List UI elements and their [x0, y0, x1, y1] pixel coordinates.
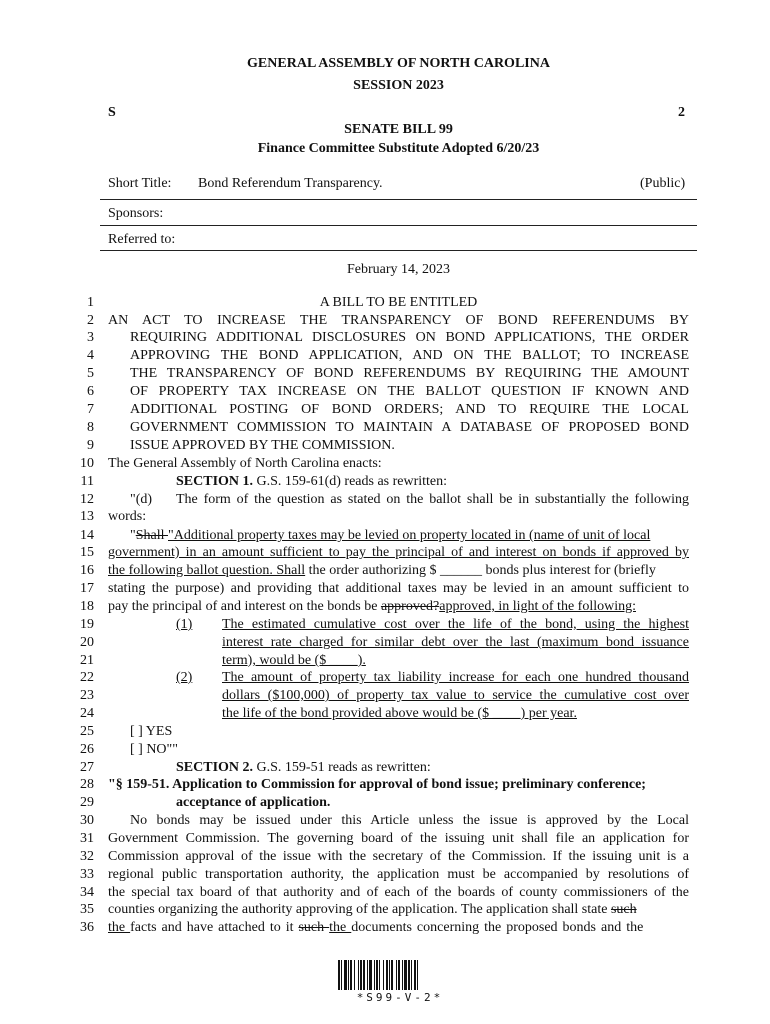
- line-number: 13: [80, 509, 94, 524]
- line-number: 11: [80, 474, 94, 489]
- line-number: 23: [80, 688, 94, 703]
- line-number: 16: [80, 563, 94, 578]
- section-heading: [176, 473, 689, 491]
- act-title-line: APPROVING THE BOND APPLICATION, AND ON THE BALLOT; TO INCREASE: [130, 348, 689, 363]
- line-number: 19: [80, 617, 94, 632]
- original-text: documents concerning the proposed bonds and the: [351, 920, 644, 935]
- act-title-line: ISSUE APPROVED BY THE COMMISSION.: [130, 438, 395, 453]
- original-text: counties organizing the authority approving of the application. The application shall state: [108, 902, 611, 917]
- line-number: 15: [80, 545, 94, 560]
- line-number: 30: [80, 813, 94, 828]
- act-title-line: GOVERNMENT COMMISSION TO MAINTAIN A DATABASE OF PROPOSED BOND: [130, 420, 689, 435]
- statute-text: The form of the question as stated on the ballot shall be in substantially the following: [176, 492, 689, 507]
- original-text: pay the principal of and interest on the bonds be: [108, 599, 381, 614]
- statute-heading: acceptance of application.: [176, 795, 331, 810]
- line-number: 1: [87, 295, 94, 310]
- line-number: 26: [80, 742, 94, 757]
- statute-text: [108, 901, 689, 919]
- session-title: SESSION 2023: [353, 78, 444, 93]
- barcode-icon: [338, 960, 462, 990]
- line-number: 8: [87, 420, 94, 435]
- inserted-text: dollars ($100,000) of property tax value to service the cumulative cost over: [222, 688, 689, 703]
- assembly-title: GENERAL ASSEMBLY OF NORTH CAROLINA: [247, 56, 550, 71]
- chamber-letter: S: [108, 105, 116, 120]
- original-text: the order authorizing $ ______ bonds plus interest for (briefly: [305, 563, 656, 578]
- barcode-text: *S99-V-2*: [356, 991, 444, 1004]
- quote-mark: ": [130, 528, 136, 543]
- divider: [100, 199, 697, 200]
- short-title-value: Bond Referendum Transparency.: [198, 176, 383, 191]
- inserted-text: the: [329, 920, 352, 935]
- inserted-text: the: [108, 920, 131, 935]
- line-number: 3: [87, 330, 94, 345]
- item-number: (1): [176, 617, 193, 632]
- public-label: (Public): [640, 176, 686, 191]
- line-number: 14: [80, 528, 94, 543]
- bill-heading: A BILL TO BE ENTITLED: [319, 295, 478, 310]
- inserted-text: The amount of property tax liability increase for each one hundred thousand: [222, 670, 689, 685]
- deleted-text: such: [610, 902, 637, 917]
- line-number: 21: [80, 653, 94, 668]
- line-number: 22: [80, 670, 94, 685]
- line-number: 32: [80, 849, 94, 864]
- original-text: facts and have attached to it: [130, 920, 299, 935]
- sponsors-label: Sponsors:: [108, 206, 164, 221]
- section-heading: [176, 759, 689, 777]
- edition-number: 2: [678, 105, 685, 120]
- act-title-line: ADDITIONAL POSTING OF BOND ORDERS; AND TO REQUIRE THE LOCAL: [130, 402, 689, 417]
- line-number: 36: [80, 920, 94, 935]
- line-number: 31: [80, 831, 94, 846]
- inserted-text: interest rate charged for similar debt over the last (maximum bond issuance: [222, 635, 689, 650]
- statute-text: stating the purpose) and providing that additional taxes may be levied in an amount sufficient to: [108, 581, 689, 596]
- line-number: 34: [80, 885, 94, 900]
- inserted-text: the life of the bond provided above would be ($ ____) per year.: [222, 706, 577, 721]
- act-title-line: AN ACT TO INCREASE THE TRANSPARENCY OF BOND REFERENDUMS BY: [108, 313, 689, 328]
- line-number: 2: [87, 313, 94, 328]
- act-title-line: REQUIRING ADDITIONAL DISCLOSURES ON BOND APPLICATIONS, THE ORDER: [130, 330, 689, 345]
- inserted-text: "Additional property taxes may be levied on property located in (name of unit of local: [168, 528, 651, 543]
- line-number: 28: [80, 777, 94, 792]
- line-number: 7: [87, 402, 94, 417]
- short-title-label: Short Title:: [108, 176, 172, 191]
- act-title-line: THE TRANSPARENCY OF BOND REFERENDUMS BY REQUIRING THE AMOUNT: [130, 366, 689, 381]
- ballot-option-no: [ ] NO"": [130, 742, 178, 757]
- line-number: 18: [80, 599, 94, 614]
- statute-text: Government Commission. The governing board of the issuing unit shall file an application for: [108, 831, 689, 846]
- divider: [100, 225, 697, 226]
- enacting-clause: The General Assembly of North Carolina enacts:: [108, 456, 382, 471]
- statute-heading: "§ 159-51. Application to Commission for approval of bond issue; preliminary conference;: [108, 777, 646, 792]
- statute-text: words:: [108, 509, 147, 524]
- inserted-text: government) in an amount sufficient to pay the principal of and interest on bonds if approved by: [108, 545, 689, 560]
- item-number: (2): [176, 670, 193, 685]
- deleted-text: such: [298, 920, 330, 935]
- line-number: 9: [87, 438, 94, 453]
- inserted-text: the following ballot question. Shall: [108, 563, 306, 578]
- section-text: G.S. 159-51 reads as rewritten:: [253, 760, 431, 775]
- filing-date: February 14, 2023: [346, 262, 451, 277]
- section-text: G.S. 159-61(d) reads as rewritten:: [253, 474, 448, 489]
- referred-label: Referred to:: [108, 232, 176, 247]
- deleted-text: approved?: [380, 599, 440, 614]
- statute-text: [108, 919, 689, 937]
- line-number: 20: [80, 635, 94, 650]
- act-title-line: OF PROPERTY TAX INCREASE ON THE BALLOT QUESTION IF KNOWN AND: [130, 384, 689, 399]
- subsection-label: "(d): [130, 492, 153, 507]
- line-number: 4: [87, 348, 94, 363]
- committee-substitute: Finance Committee Substitute Adopted 6/20/23: [257, 141, 540, 156]
- line-number: 6: [87, 384, 94, 399]
- line-number: 33: [80, 867, 94, 882]
- inserted-text: approved, in light of the following:: [439, 599, 636, 614]
- line-number: 10: [80, 456, 94, 471]
- inserted-text: The estimated cumulative cost over the life of the bond, using the highest: [222, 617, 689, 632]
- line-number: 12: [80, 492, 94, 507]
- line-number: 17: [80, 581, 94, 596]
- statute-text: No bonds may be issued under this Article unless the issue is approved by the Local: [130, 813, 689, 828]
- line-number: 25: [80, 724, 94, 739]
- statute-text: the special tax board of that authority and of each of the boards of county commissioners of the: [108, 885, 689, 900]
- line-number: 5: [87, 366, 94, 381]
- section-label: SECTION 1.: [176, 474, 254, 489]
- statute-text: [130, 527, 689, 545]
- line-number: 29: [80, 795, 94, 810]
- statute-text: Commission approval of the issue with the secretary of the Commission. If the issuing unit is a: [108, 849, 689, 864]
- line-number: 27: [80, 760, 94, 775]
- deleted-text: Shall: [135, 528, 168, 543]
- ballot-option-yes: [ ] YES: [130, 724, 173, 739]
- statute-text: [108, 598, 689, 616]
- section-label: SECTION 2.: [176, 760, 254, 775]
- divider: [100, 250, 697, 251]
- inserted-text: term), would be ($ ____).: [222, 653, 366, 668]
- statute-text: regional public transportation authority, the application must be accompanied by resolutions of: [108, 867, 689, 882]
- bill-number: SENATE BILL 99: [344, 122, 453, 137]
- statute-text: [108, 562, 689, 580]
- line-number: 35: [80, 902, 94, 917]
- line-number: 24: [80, 706, 94, 721]
